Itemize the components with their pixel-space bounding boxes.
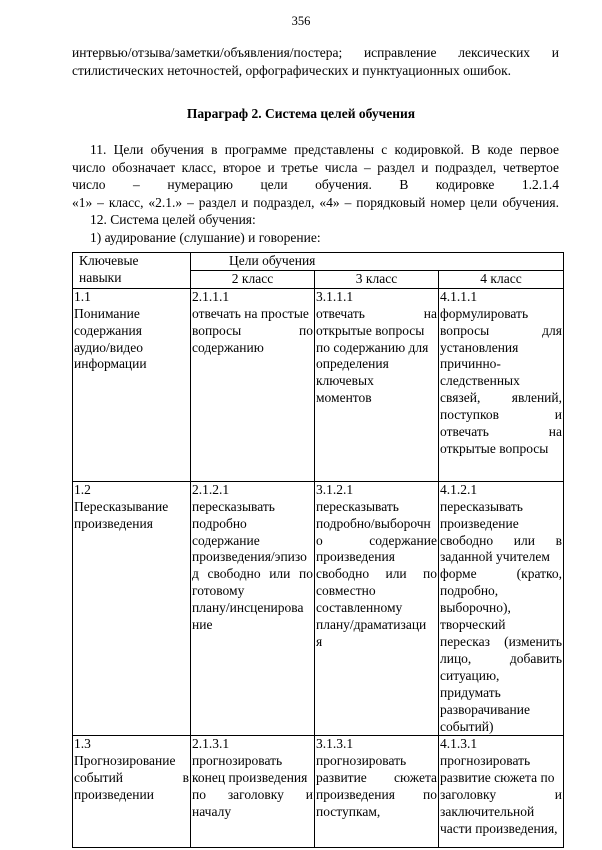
goal-cell-grade-2: 2.1.2.1 пересказывать подробно содержание произведения/эпизо д свободно или по готовому плану/инсценирова ние — [191, 481, 315, 736]
goal-cell-grade-4: 4.1.2.1 пересказывать произведение свободно или в заданной учителем форме (кратко, подробно, выборочно), творческий пересказ (изменить лицо, добавить ситуацию, придумать разворачивание событий) — [439, 481, 564, 736]
skill-cell: 1.2 Пересказывание произведения — [73, 481, 191, 736]
text-line: «1» – класс, «2.1.» – раздел и подраздел, «4» – порядковый номер цели обучения. — [72, 194, 559, 210]
goal-cell-grade-2: 2.1.3.1 прогнозировать конец произведения по заголовку и началу — [191, 736, 315, 848]
text-line: число обозначает класс, второе и третье числа – раздел и подраздел, четвертое — [72, 159, 559, 175]
table-header-row — [73, 253, 564, 271]
text-line: число – нумерацию цели обучения. В кодировке 1.2.1.4 — [72, 177, 559, 192]
skill-cell: 1.1 Понимание содержания аудио/видео информации — [73, 288, 191, 481]
paragraph-12: 12. Система целей обучения: — [90, 212, 256, 227]
learning-goals-table — [72, 252, 564, 848]
header-goals: Цели обучения — [191, 253, 564, 271]
goal-cell-grade-3: 3.1.1.1 отвечать на открытые вопросы по содержанию для определения ключевых моментов — [315, 288, 439, 481]
header-key-skills: Ключевые навыки — [73, 253, 191, 289]
intro-paragraph — [72, 44, 559, 79]
table-row — [73, 736, 564, 848]
goal-cell-grade-3: 3.1.3.1 прогнозировать развитие сюжета произведения по поступкам, — [315, 736, 439, 848]
goal-cell-grade-4: 4.1.3.1 прогнозировать развитие сюжета по заголовку и заключительной части произведения, — [439, 736, 564, 848]
header-grade-2: 2 класс — [191, 270, 315, 288]
paragraph-11 — [72, 141, 559, 246]
text-line: интервью/отзыва/заметки/объявления/постера; исправление лексических и — [72, 45, 559, 60]
subsection-title: 1) аудирование (слушание) и говорение: — [90, 229, 321, 245]
text-line: 11. Цели обучения в программе представлены с кодировкой. В коде первое — [90, 142, 559, 157]
table-row — [73, 481, 564, 736]
goal-cell-grade-4: 4.1.1.1 формулировать вопросы для установления причинно- следственных связей, явлений, поступков и отвечать на открытые вопросы — [439, 288, 564, 481]
header-grade-3: 3 класс — [315, 270, 439, 288]
header-grade-4: 4 класс — [439, 270, 564, 288]
page-number: 356 — [291, 14, 311, 28]
table-row — [73, 288, 564, 481]
text-line: стилистических неточностей, орфографических и пунктуационных ошибок. — [72, 62, 512, 78]
goal-cell-grade-2: 2.1.1.1 отвечать на простые вопросы по содержанию — [191, 288, 315, 481]
skill-cell: 1.3 Прогнозирование событий в произведении — [73, 736, 191, 848]
section-heading: Параграф 2. Система целей обучения — [186, 106, 416, 121]
goal-cell-grade-3: 3.1.2.1 пересказывать подробно/выборочн о содержание произведения свободно или по совместно составленному плану/драматизаци я — [315, 481, 439, 736]
